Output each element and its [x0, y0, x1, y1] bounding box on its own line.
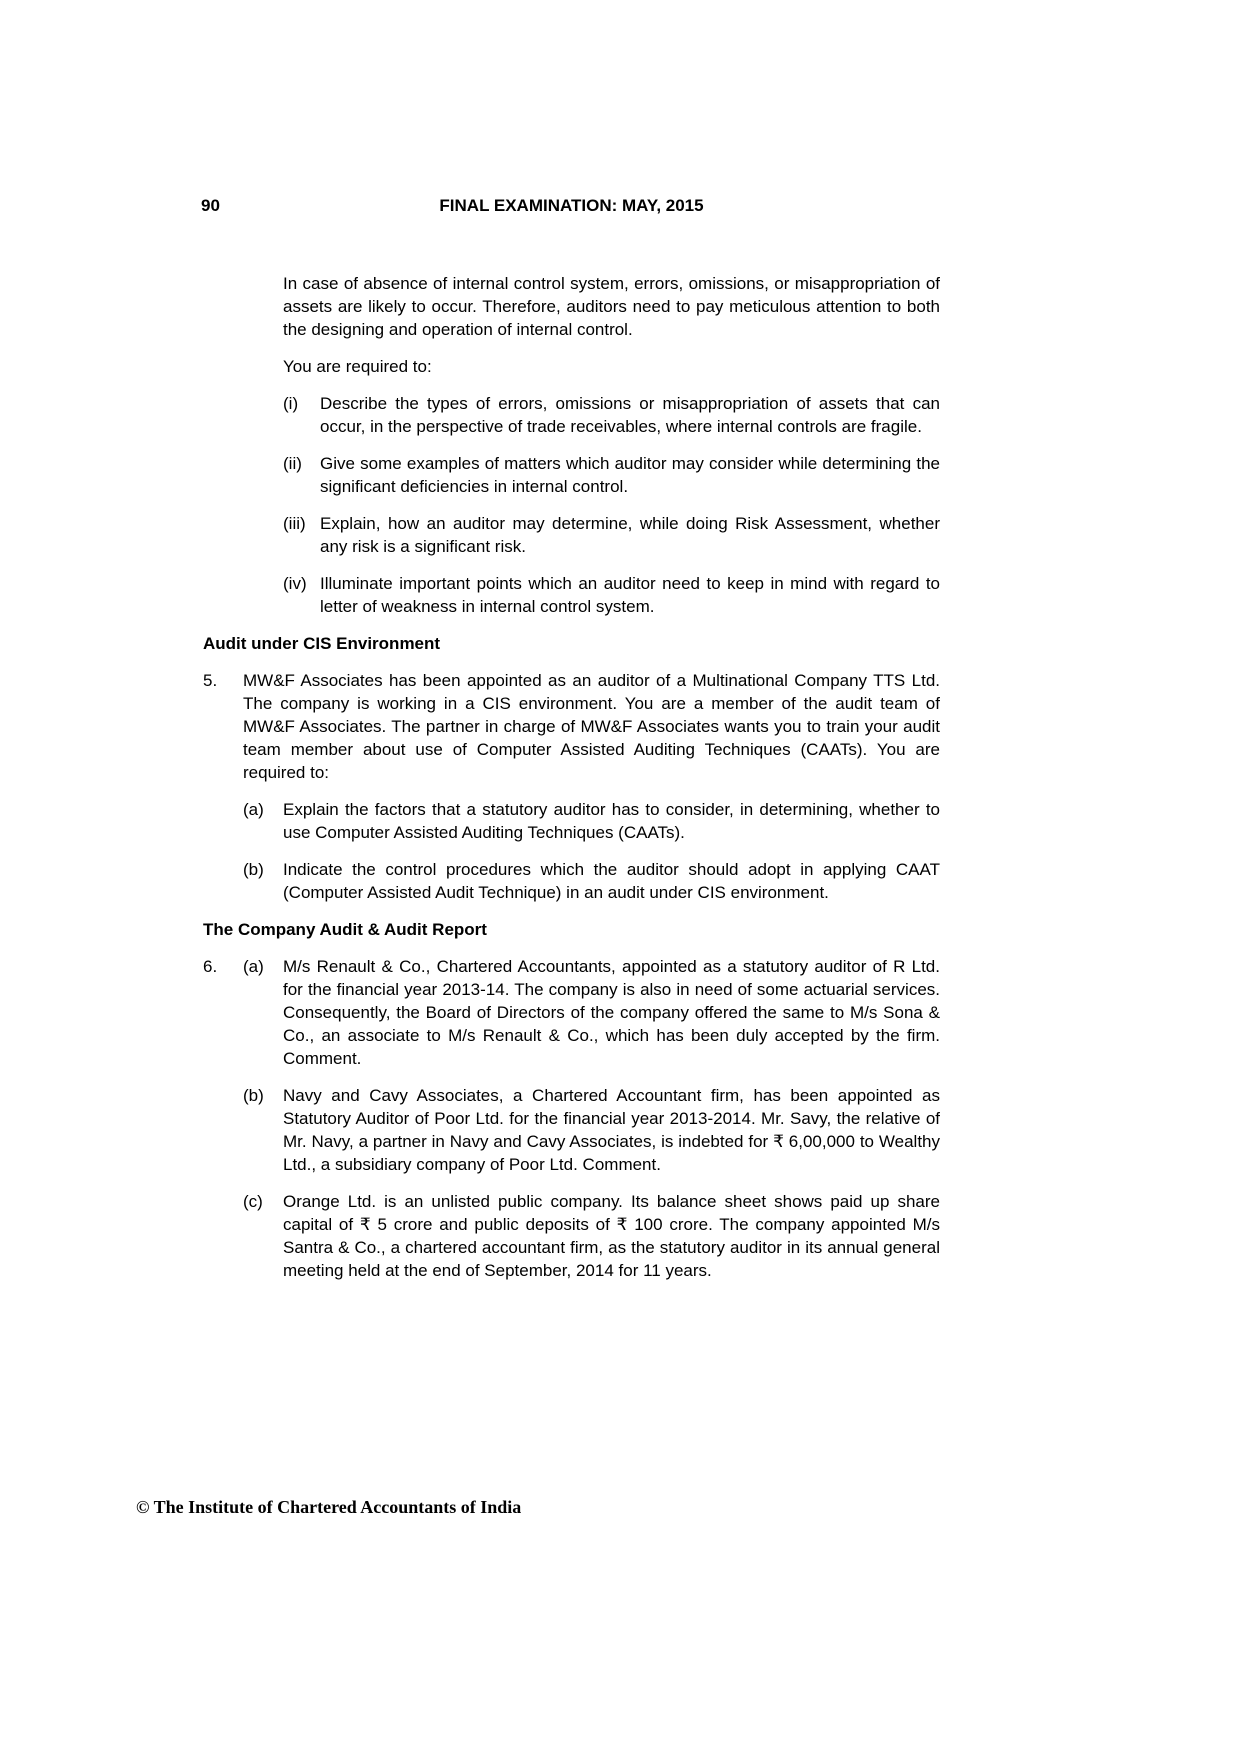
- page-header-title: FINAL EXAMINATION: MAY, 2015: [439, 196, 704, 215]
- question-6-item-c: [243, 1190, 940, 1282]
- item-text: Illuminate important points which an auditor need to keep in mind with regard to letter of weakness in internal control system.: [320, 574, 940, 616]
- list-item-roman-i: [283, 392, 940, 438]
- item-text: Explain the factors that a statutory auditor has to consider, in determining, whether to use Computer Assisted Auditing Techniques (CAATs).: [283, 800, 940, 842]
- question-number: 6.: [203, 957, 218, 976]
- item-text: Navy and Cavy Associates, a Chartered Accountant firm, has been appointed as Statutory Auditor of Poor Ltd. for the financial year 2013-2014. Mr. Savy, the relative of Mr. Navy, a partner in Navy and Cavy Associates, is indebted for ₹ 6,00,000 to Wealthy Ltd., a subsidiary company of Poor Ltd. Comment.: [283, 1086, 940, 1174]
- question-6-item-a: [203, 955, 940, 1070]
- required-line: You are required to:: [283, 357, 432, 376]
- question-6-item-b: [243, 1084, 940, 1176]
- item-text: Give some examples of matters which auditor may consider while determining the significant deficiencies in internal control.: [320, 454, 940, 496]
- item-label: (a): [243, 957, 264, 976]
- section-heading-company-audit: The Company Audit & Audit Report: [203, 920, 487, 939]
- question-5: [203, 669, 940, 784]
- list-item-roman-iv: [283, 572, 940, 618]
- section-heading-cis-environment: Audit under CIS Environment: [203, 634, 441, 653]
- item-label: (iii): [283, 514, 306, 533]
- item-label: (c): [243, 1192, 263, 1211]
- item-text: M/s Renault & Co., Chartered Accountants, appointed as a statutory auditor of R Ltd. for the financial year 2013-14. The company is also in need of some actuarial services. Consequently, the Board of Directors of the company offered the same to M/s Sona & Co., an associate to M/s Renault & Co., which has been duly accepted by the firm. Comment.: [283, 957, 940, 1068]
- page-number: 90: [201, 196, 220, 215]
- list-item-roman-iii: [283, 512, 940, 558]
- item-text: Orange Ltd. is an unlisted public company. Its balance sheet shows paid up share capital of ₹ 5 crore and public deposits of ₹ 100 crore. The company appointed M/s Santra & Co., a chartered accountant firm, as the statutory auditor in its annual general meeting held at the end of September, 2014 for 11 years.: [283, 1192, 940, 1280]
- copyright-footer: © The Institute of Chartered Accountants of India: [136, 1497, 522, 1517]
- question-number: 5.: [203, 671, 218, 690]
- item-label: (b): [243, 1086, 264, 1105]
- item-label: (iv): [283, 574, 307, 593]
- question-text: MW&F Associates has been appointed as an auditor of a Multinational Company TTS Ltd. The company is working in a CIS environment. You are a member of the audit team of MW&F Associates. The partner in charge of MW&F Associates wants you to train your audit team member about use of Computer Assisted Auditing Techniques (CAATs). You are required to:: [243, 671, 940, 782]
- list-item-roman-ii: [283, 452, 940, 498]
- question-5-item-b: [243, 858, 940, 904]
- item-text: Indicate the control procedures which the auditor should adopt in applying CAAT (Computer Assisted Audit Technique) in an audit under CIS environment.: [283, 860, 940, 902]
- item-label: (ii): [283, 454, 302, 473]
- item-text: Explain, how an auditor may determine, while doing Risk Assessment, whether any risk is a significant risk.: [320, 514, 940, 556]
- item-label: (b): [243, 860, 264, 879]
- item-label: (a): [243, 800, 264, 819]
- intro-paragraph: In case of absence of internal control system, errors, omissions, or misappropriation of assets are likely to occur. Therefore, auditors need to pay meticulous attention to both the designing and operation of internal control.: [283, 274, 940, 339]
- item-label: (i): [283, 394, 299, 413]
- document-body: [203, 272, 940, 1296]
- question-5-item-a: [243, 798, 940, 844]
- item-text: Describe the types of errors, omissions or misappropriation of assets that can occur, in the perspective of trade receivables, where internal controls are fragile.: [320, 394, 940, 436]
